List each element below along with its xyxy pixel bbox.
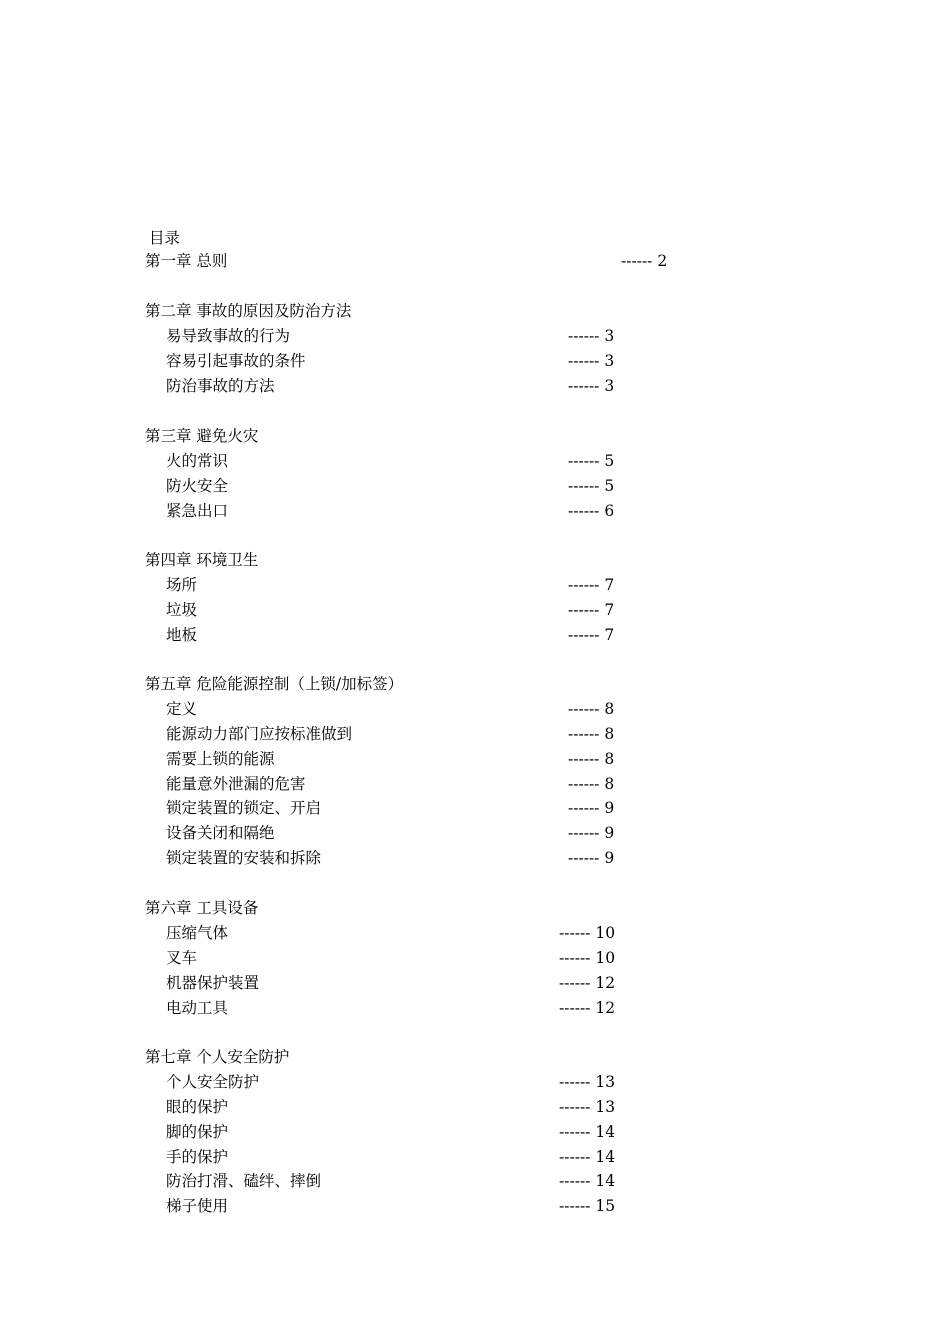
chapter-heading bbox=[145, 424, 745, 449]
chapter-heading bbox=[145, 249, 745, 274]
toc-entry bbox=[145, 1120, 745, 1145]
toc-entry-page-number: ------ 13 bbox=[559, 1072, 616, 1091]
toc-entry-label: 能源动力部门应按标准做到 bbox=[166, 724, 353, 743]
toc-entry-page-number: ------ 7 bbox=[568, 625, 615, 644]
toc-entry bbox=[145, 1169, 745, 1194]
toc-entry-label: 设备关闭和隔绝 bbox=[166, 824, 275, 843]
toc-entry-page-number: ------ 3 bbox=[568, 326, 615, 345]
chapter-heading bbox=[145, 299, 745, 324]
toc-entry bbox=[145, 971, 745, 996]
toc-entry-label: 易导致事故的行为 bbox=[166, 326, 291, 345]
toc-entry bbox=[145, 324, 745, 349]
toc-entry-page-number: ------ 3 bbox=[568, 376, 615, 395]
toc-entry-page-number: ------ 10 bbox=[559, 923, 616, 942]
toc-entry bbox=[145, 598, 745, 623]
toc-entry bbox=[145, 846, 745, 871]
toc-entry-label: 机器保护装置 bbox=[166, 973, 260, 992]
toc-entry-page-number: ------ 10 bbox=[559, 948, 616, 967]
toc-entry-label: 紧急出口 bbox=[166, 501, 229, 520]
toc-entry-label: 个人安全防护 bbox=[166, 1072, 260, 1091]
toc-entry bbox=[145, 821, 745, 846]
toc-entry bbox=[145, 722, 745, 747]
toc-entry-page-number: ------ 12 bbox=[559, 998, 616, 1017]
toc-entry bbox=[145, 1194, 745, 1219]
toc-entry-page-number: ------ 8 bbox=[568, 774, 615, 793]
toc-entry-label: 锁定装置的锁定、开启 bbox=[166, 799, 322, 818]
chapter-heading-text: 第一章 总则 bbox=[145, 252, 228, 270]
chapter-heading bbox=[145, 548, 745, 573]
toc-entry bbox=[145, 449, 745, 474]
toc-entry-page-number: ------ 12 bbox=[559, 973, 616, 992]
toc-entry-label: 能量意外泄漏的危害 bbox=[166, 774, 306, 793]
toc-entry-page-number: ------ 14 bbox=[559, 1122, 616, 1141]
toc-entry-page-number: ------ 8 bbox=[568, 724, 615, 743]
chapter-heading bbox=[145, 672, 745, 697]
toc-entry bbox=[145, 747, 745, 772]
toc-entry bbox=[145, 573, 745, 598]
toc-entry-page-number: ------ 8 bbox=[568, 699, 615, 718]
chapter-heading-text: 第六章 工具设备 bbox=[145, 899, 259, 917]
toc-chapter bbox=[145, 548, 745, 648]
toc-entry-page-number: ------ 9 bbox=[568, 824, 615, 843]
toc-entry-page-number: ------ 8 bbox=[568, 749, 615, 768]
toc-title: 目录 bbox=[149, 229, 181, 247]
toc-entry-label: 地板 bbox=[166, 625, 198, 644]
toc-entry bbox=[145, 374, 745, 399]
chapter-heading-text: 第七章 个人安全防护 bbox=[145, 1048, 290, 1066]
toc-entry-page-number: ------ 9 bbox=[568, 849, 615, 868]
toc-entry-label: 电动工具 bbox=[166, 998, 229, 1017]
chapter-page-number: ------ 2 bbox=[621, 252, 668, 270]
toc-entry bbox=[145, 772, 745, 797]
toc-entry bbox=[145, 697, 745, 722]
chapter-heading-text: 第二章 事故的原因及防治方法 bbox=[145, 302, 352, 320]
toc-entry-page-number: ------ 15 bbox=[559, 1197, 616, 1216]
toc-entry-label: 防火安全 bbox=[166, 476, 229, 495]
toc-chapter bbox=[145, 249, 745, 274]
toc-entry-page-number: ------ 5 bbox=[568, 476, 615, 495]
toc-entry bbox=[145, 946, 745, 971]
toc-entry-page-number: ------ 6 bbox=[568, 501, 615, 520]
toc-entry bbox=[145, 623, 745, 648]
toc-entry bbox=[145, 1095, 745, 1120]
toc-entry bbox=[145, 996, 745, 1021]
toc-entry-page-number: ------ 7 bbox=[568, 600, 615, 619]
toc-entry-page-number: ------ 14 bbox=[559, 1172, 616, 1191]
toc-entry-label: 防治事故的方法 bbox=[166, 376, 275, 395]
chapter-heading-text: 第五章 危险能源控制（上锁/加标签） bbox=[145, 675, 404, 693]
toc-entry-label: 眼的保护 bbox=[166, 1097, 229, 1116]
toc-entry-label: 需要上锁的能源 bbox=[166, 749, 275, 768]
toc-entry-page-number: ------ 14 bbox=[559, 1147, 616, 1166]
chapter-heading bbox=[145, 896, 745, 921]
toc-entry bbox=[145, 921, 745, 946]
toc-entry-page-number: ------ 13 bbox=[559, 1097, 616, 1116]
toc-entry-label: 场所 bbox=[166, 575, 198, 594]
toc-entry-page-number: ------ 9 bbox=[568, 799, 615, 818]
toc-entry-label: 防治打滑、磕绊、摔倒 bbox=[166, 1172, 322, 1191]
toc-entry-label: 定义 bbox=[166, 699, 198, 718]
toc-entry-page-number: ------ 3 bbox=[568, 351, 615, 370]
toc-entry-label: 压缩气体 bbox=[166, 923, 229, 942]
toc-entry-page-number: ------ 5 bbox=[568, 451, 615, 470]
toc-entry-page-number: ------ 7 bbox=[568, 575, 615, 594]
toc-entry-label: 垃圾 bbox=[166, 600, 198, 619]
toc-chapter bbox=[145, 896, 745, 1020]
toc-entry-label: 脚的保护 bbox=[166, 1122, 229, 1141]
chapter-heading bbox=[145, 1045, 745, 1070]
toc-entry-label: 梯子使用 bbox=[166, 1197, 229, 1216]
chapter-heading-text: 第四章 环境卫生 bbox=[145, 551, 259, 569]
toc-entry bbox=[145, 474, 745, 499]
toc-entry-label: 手的保护 bbox=[166, 1147, 229, 1166]
toc-entry bbox=[145, 1070, 745, 1095]
toc-entry-label: 锁定装置的安装和拆除 bbox=[166, 849, 322, 868]
toc-chapter bbox=[145, 299, 745, 399]
toc-entry bbox=[145, 1145, 745, 1170]
toc-entry-label: 叉车 bbox=[166, 948, 198, 967]
chapter-heading-text: 第三章 避免火灾 bbox=[145, 427, 259, 445]
toc-chapter bbox=[145, 424, 745, 524]
toc-entry bbox=[145, 796, 745, 821]
toc-entry bbox=[145, 499, 745, 524]
toc-entry-label: 容易引起事故的条件 bbox=[166, 351, 306, 370]
toc-entry-label: 火的常识 bbox=[166, 451, 229, 470]
toc-chapter bbox=[145, 672, 745, 871]
toc-entry bbox=[145, 349, 745, 374]
toc-chapter bbox=[145, 1045, 745, 1219]
